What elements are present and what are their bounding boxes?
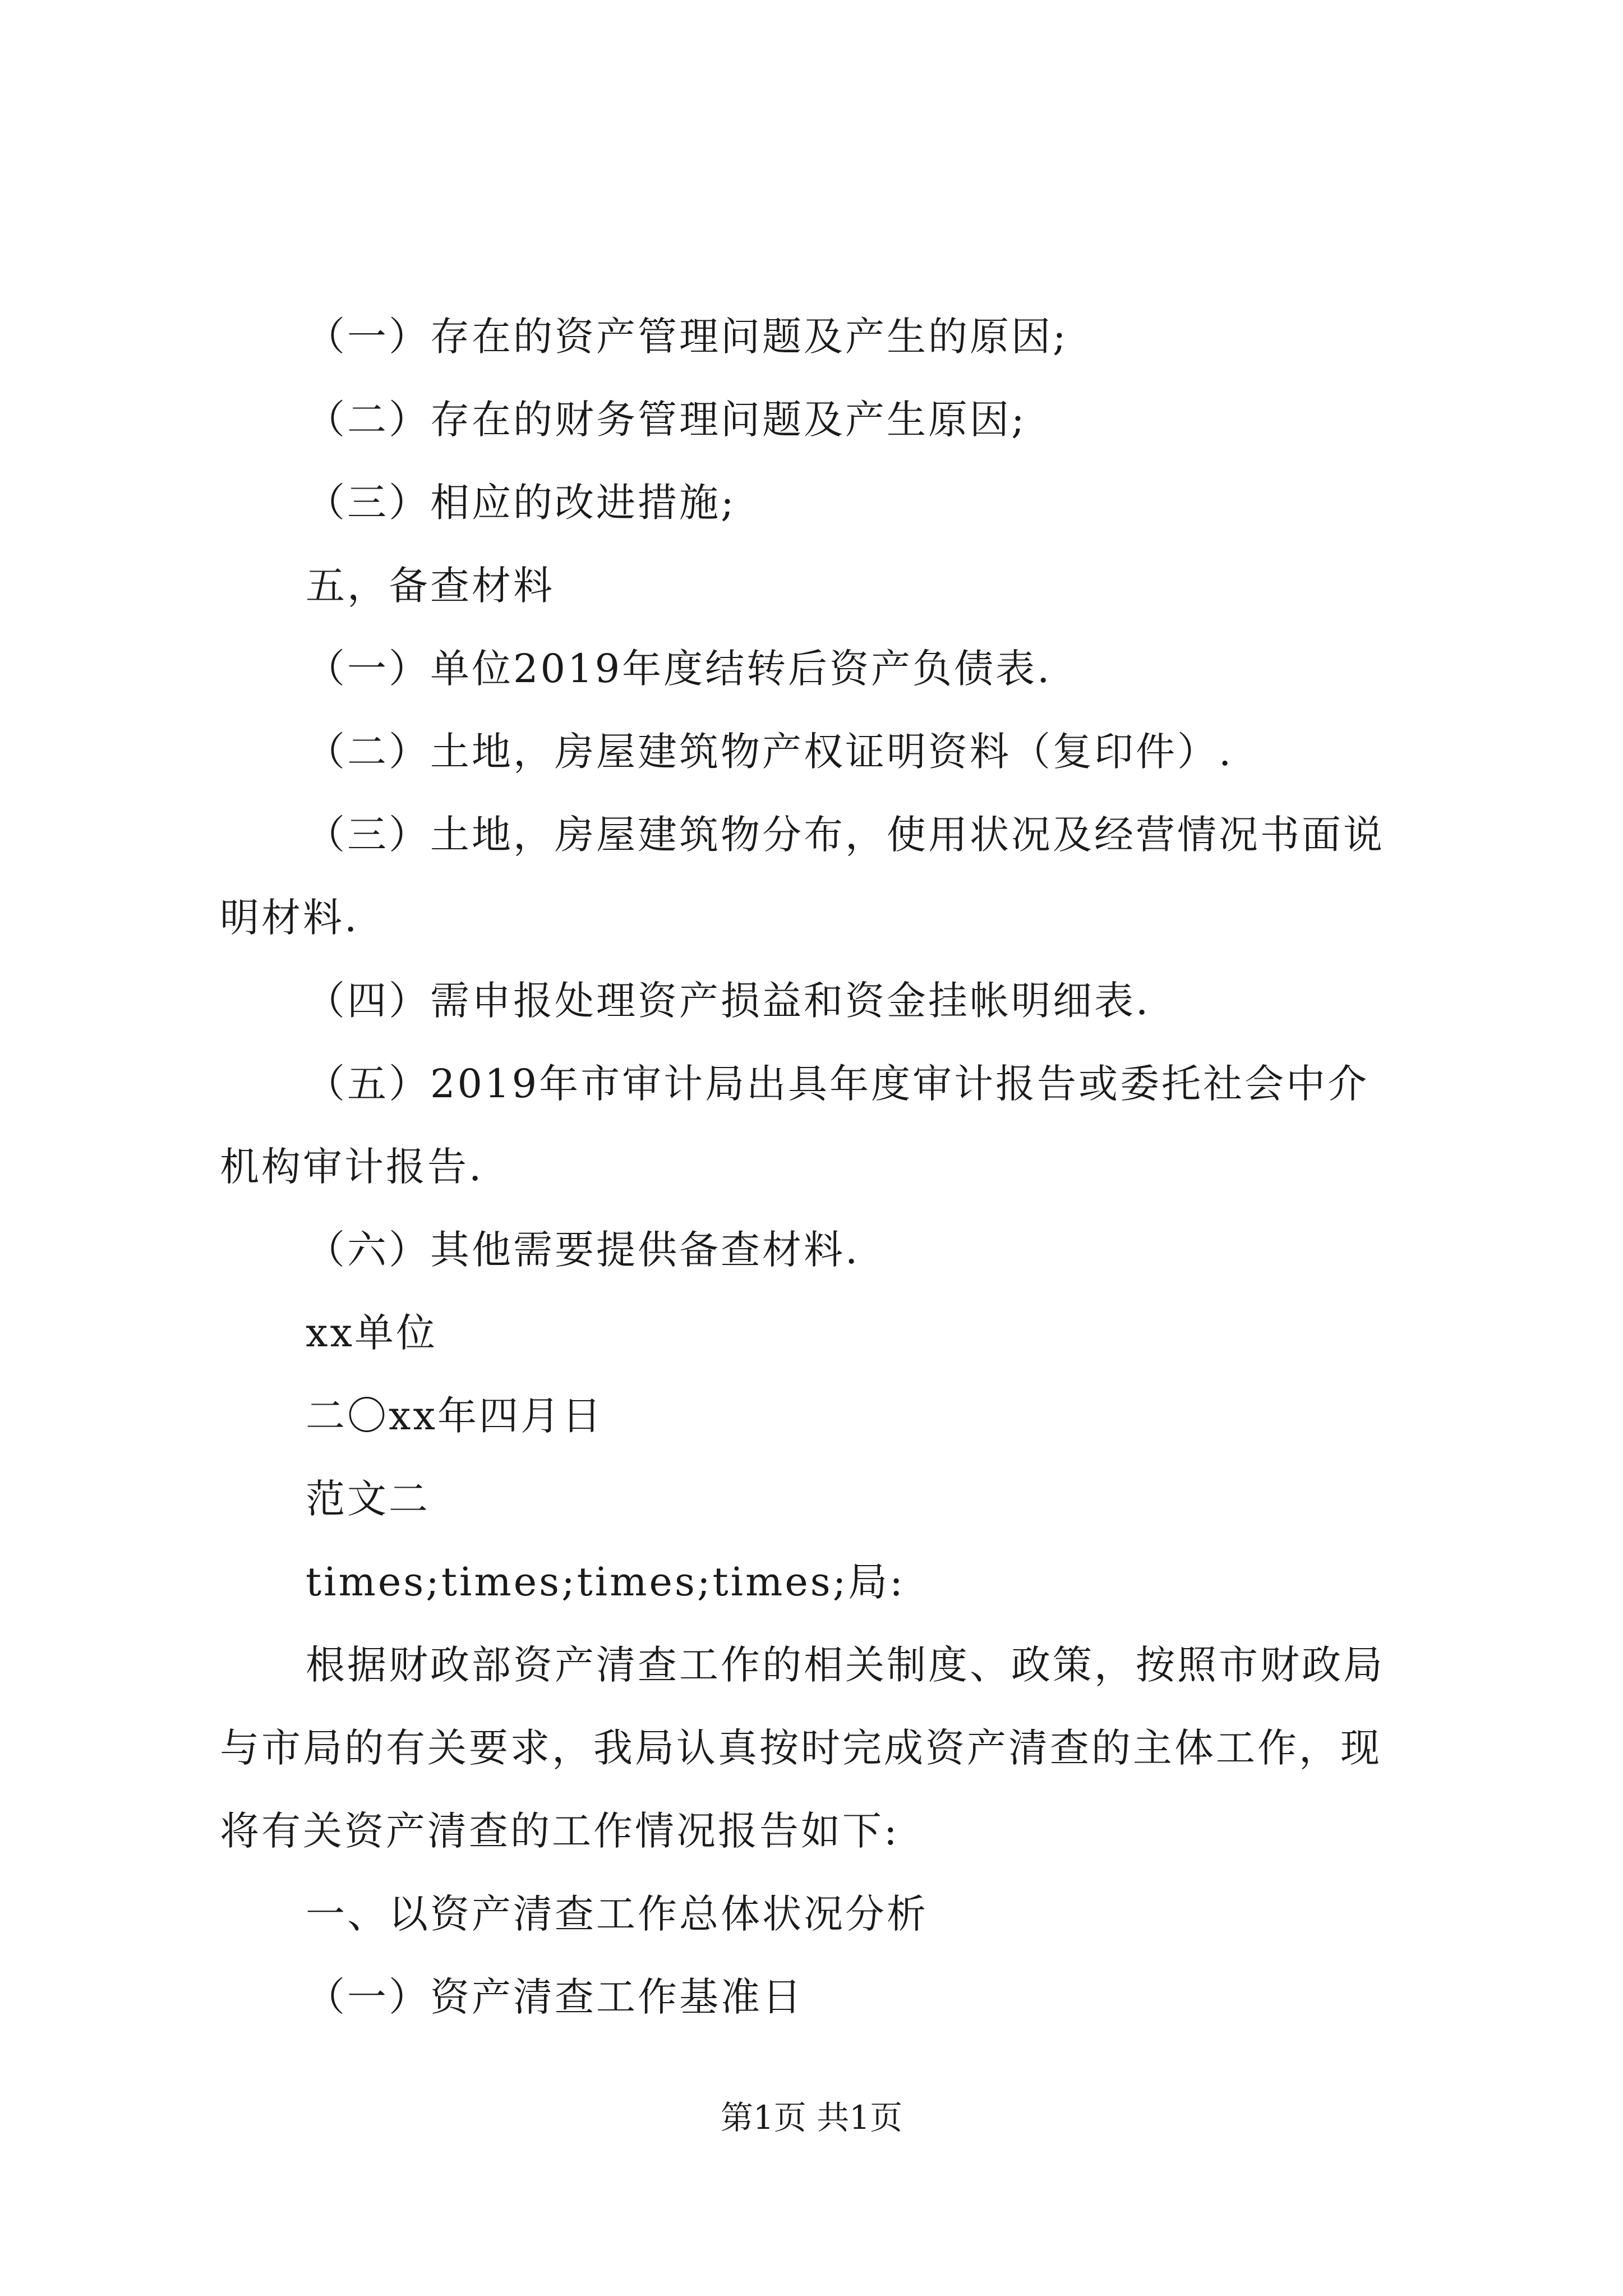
signature-unit: xx单位 xyxy=(306,1310,437,1356)
text-line: （五）2019年市审计局出具年度审计报告或委托社会中介 xyxy=(306,1061,1370,1107)
page-footer: 第1页 共1页 xyxy=(720,2099,903,2137)
text-line: （四）需申报处理资产损益和资金挂帐明细表. xyxy=(306,978,1151,1024)
section-heading: 范文二 xyxy=(306,1476,430,1522)
text-line: （三）相应的改进措施; xyxy=(306,480,736,526)
section-heading: 一、以资产清查工作总体状况分析 xyxy=(306,1891,928,1937)
signature-date: 二〇xx年四月日 xyxy=(306,1393,603,1439)
text-line: （六）其他需要提供备查材料. xyxy=(306,1227,860,1273)
text-line: 将有关资产清查的工作情况报告如下: xyxy=(220,1808,900,1854)
text-line: 明材料. xyxy=(220,895,359,941)
text-line: （三）土地，房屋建筑物分布，使用状况及经营情况书面说 xyxy=(306,812,1385,858)
text-line: 根据财政部资产清查工作的相关制度、政策，按照市财政局 xyxy=(306,1642,1385,1688)
text-line: 机构审计报告. xyxy=(220,1144,484,1190)
text-line: （二）土地，房屋建筑物产权证明资料（复印件）. xyxy=(306,729,1234,775)
text-line: 与市局的有关要求，我局认真按时完成资产清查的主体工作，现 xyxy=(220,1725,1382,1771)
section-heading: 五，备查材料 xyxy=(306,563,555,609)
text-line: （一）存在的资产管理问题及产生的原因; xyxy=(306,314,1068,360)
salutation: times;times;times;times;局: xyxy=(306,1559,905,1605)
text-line: （一）资产清查工作基准日 xyxy=(306,1974,804,2020)
text-line: （一）单位2019年度结转后资产负债表. xyxy=(306,646,1052,692)
text-line: （二）存在的财务管理问题及产生原因; xyxy=(306,397,1027,443)
